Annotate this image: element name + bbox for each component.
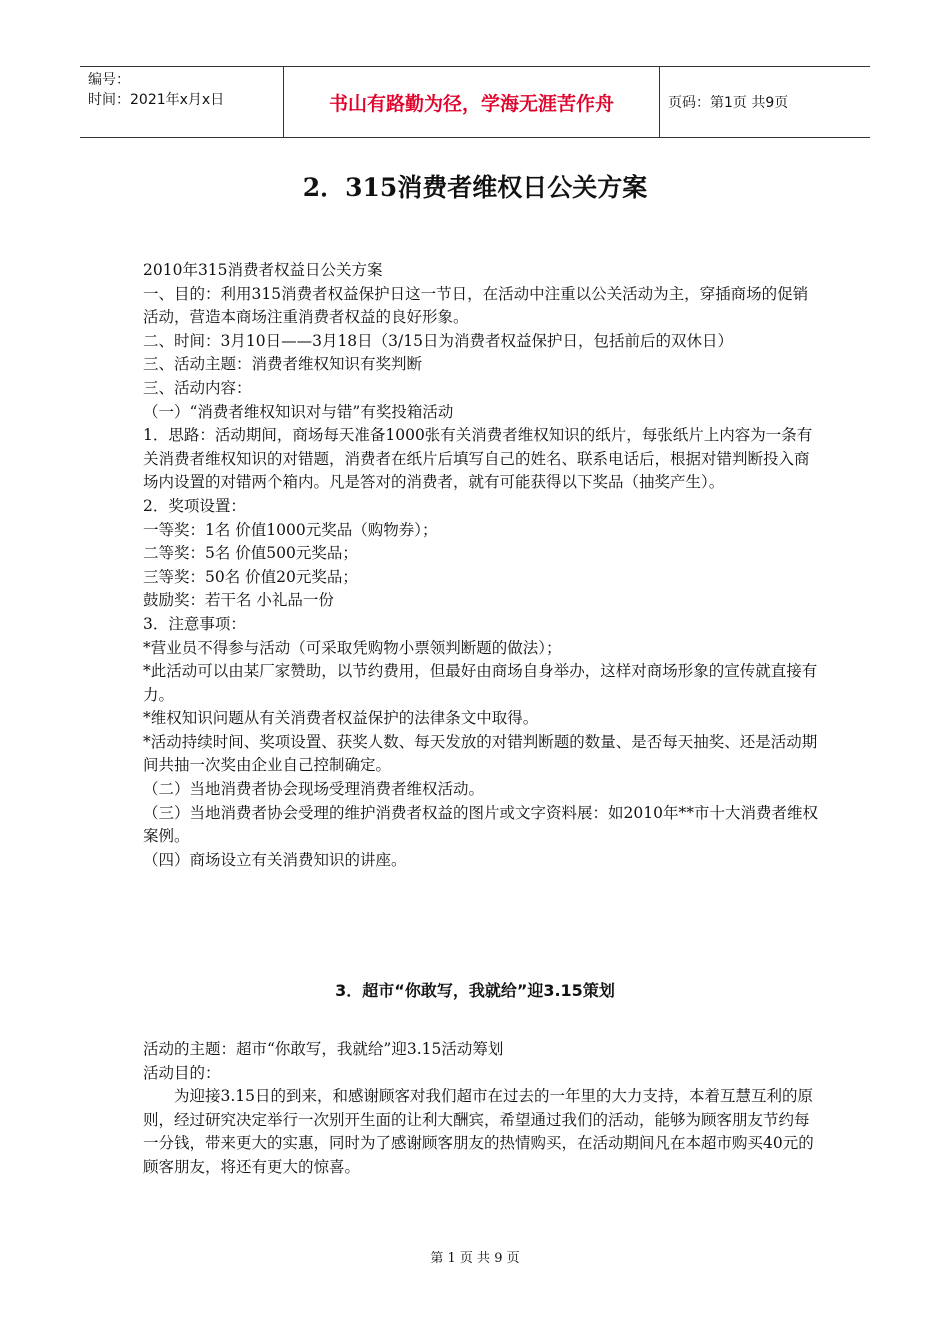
paragraph: 鼓励奖：若干名 小礼品一份	[143, 591, 334, 610]
header-motto-cell	[283, 67, 660, 137]
paragraph: 三、活动内容：	[143, 378, 252, 397]
header-meta	[80, 67, 283, 137]
paragraph: 2010年315消费者权益日公关方案	[143, 261, 383, 279]
document-header	[80, 66, 870, 138]
paragraph: 一、目的：利用315消费者权益保护日这一节日，在活动中注重以公关活动为主，穿插商场的促销活动，营造本商场注重消费者权益的良好形象。	[143, 284, 809, 327]
paragraph: （四）商场设立有关消费知识的讲座。	[143, 850, 407, 869]
paragraph: *活动持续时间、奖项设置、获奖人数、每天发放的对错判断题的数量、是否每天抽奖、还是活动期间共抽一次奖由企业自己控制确定。	[143, 732, 818, 775]
paragraph: *维权知识问题从有关消费者权益保护的法律条文中取得。	[143, 709, 539, 728]
paragraph: （三）当地消费者协会受理的维护消费者权益的图片或文字资料展：如2010年**市十大消费者维权案例。	[143, 803, 818, 846]
paragraph: 二、时间：3月10日——3月18日（3/15日为消费者权益保护日，包括前后的双休日）	[143, 331, 733, 350]
section-heading: 3．超市“你敢写，我就给”迎3.15策划	[335, 981, 615, 1000]
section-1-body	[143, 259, 823, 872]
paragraph: 活动的主题：超市“你敢写，我就给”迎3.15活动筹划	[143, 1040, 504, 1058]
paragraph: （二）当地消费者协会现场受理消费者维权活动。	[143, 780, 485, 799]
paragraph: 一等奖：1名 价值1000元奖品（购物券）；	[143, 520, 438, 539]
paragraph: 3．注意事项：	[143, 614, 246, 633]
paragraph: （一）“消费者维权知识对与错”有奖投箱活动	[143, 402, 454, 421]
document-title: 2．315消费者维权日公关方案	[302, 173, 648, 202]
document-number: 编号：	[88, 72, 130, 88]
section-2-body	[143, 1038, 823, 1180]
header-motto: 书山有路勤为径，学海无涯苦作舟	[328, 92, 614, 115]
paragraph: 三等奖：50名 价值20元奖品；	[143, 567, 358, 586]
page-footer: 第 1 页 共 9 页	[430, 1251, 520, 1266]
paragraph: 三、活动主题：消费者维权知识有奖判断	[143, 355, 423, 374]
paragraph: 1．思路：活动期间，商场每天准备1000张有关消费者维权知识的纸片，每张纸片上内容为一条有关消费者维权知识的对错题，消费者在纸片后填写自己的姓名、联系电话后，根据对错判断投入商场内设置的对错两个箱内。凡是答对的消费者，就有可能获得以下奖品（抽奖产生）。	[143, 426, 813, 492]
document-date: 时间：2021年x月x日	[88, 92, 225, 108]
paragraph: *此活动可以由某厂家赞助，以节约费用，但最好由商场自身举办，这样对商场形象的宣传就直接有力。	[143, 662, 818, 704]
paragraph: 为迎接3.15日的到来，和感谢顾客对我们超市在过去的一年里的大力支持，本着互慧互利的原则，经过研究决定举行一次别开生面的让利大酬宾，希望通过我们的活动，能够为顾客朋友节约每一分钱，带来更大的实惠，同时为了感谢顾客朋友的热情购买，在活动期间凡在本超市购买40元的顾客朋友，将还有更大的惊喜。	[143, 1087, 814, 1176]
paragraph: 2．奖项设置：	[143, 496, 246, 515]
paragraph: 二等奖：5名 价值500元奖品；	[143, 544, 358, 563]
paragraph: *营业员不得参与活动（可采取凭购物小票领判断题的做法）；	[143, 638, 562, 657]
paragraph: 活动目的：	[143, 1063, 221, 1082]
header-page-info: 页码：第1页 共9页	[668, 95, 789, 111]
